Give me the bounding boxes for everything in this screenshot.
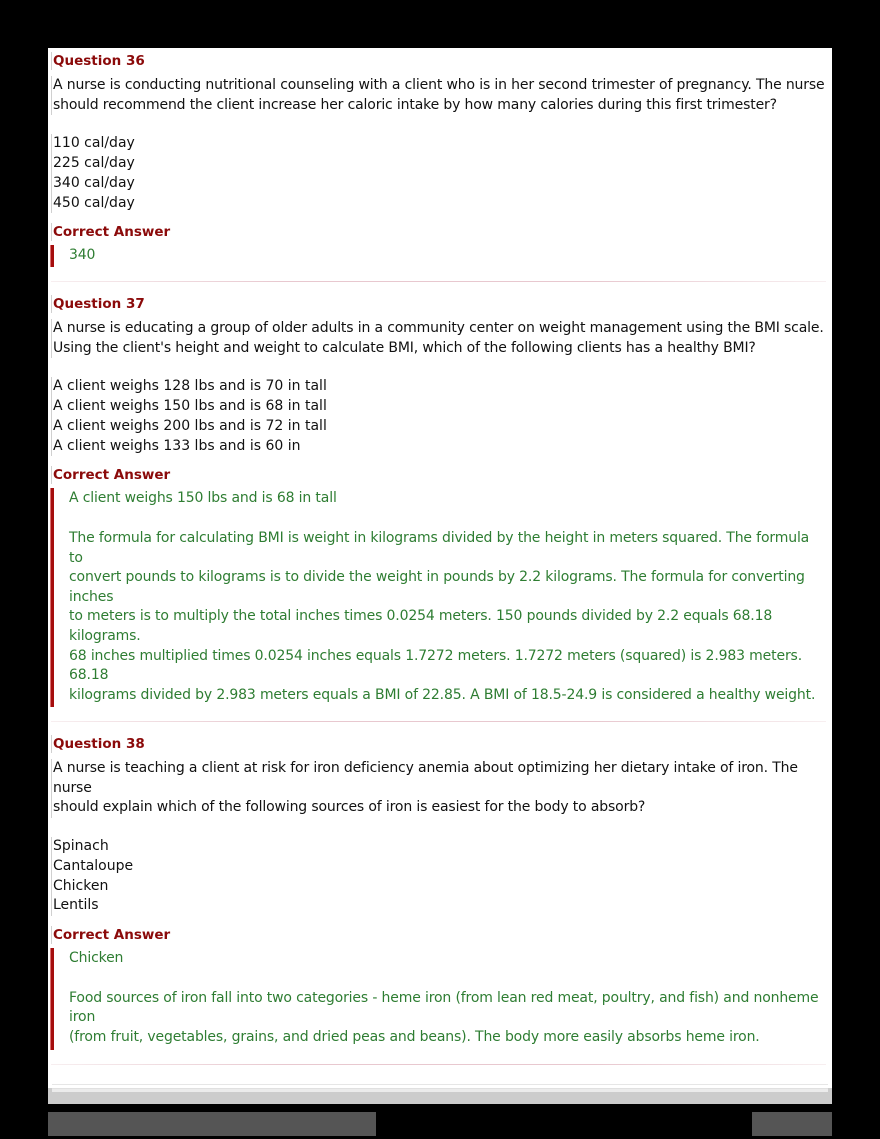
correct-answer-text: A client weighs 150 lbs and is 68 in tall (69, 490, 337, 507)
answer-options (51, 837, 826, 916)
question-text-line: A nurse is conducting nutritional counseling with a client who is in her second trimester of pregnancy. The nurse (53, 77, 825, 93)
correct-answer-text: Chicken (69, 950, 124, 967)
answer-options (51, 377, 826, 456)
answer-option[interactable]: 450 cal/day (51, 194, 826, 214)
question-text-line: should recommend the client increase her caloric intake by how many calories during this first trimester? (53, 96, 777, 113)
answer-option[interactable]: A client weighs 200 lbs and is 72 in tall (51, 417, 826, 437)
question-text-line: Using the client's height and weight to calculate BMI, which of the following clients has a healthy BMI? (53, 339, 756, 356)
answer-options (51, 134, 826, 213)
answer-explanation (69, 989, 826, 1048)
section-divider (51, 1064, 826, 1065)
correct-answer-text: 340 (69, 247, 96, 264)
explanation-line: (from fruit, vegetables, grains, and dried peas and beans). The body more easily absorbs heme iron. (69, 1029, 760, 1046)
question-text (51, 76, 826, 115)
answer-explanation (69, 529, 826, 705)
footer-block-right (752, 1112, 832, 1136)
question-37 (48, 282, 832, 722)
question-38 (48, 722, 832, 1064)
explanation-line: kilograms divided by 2.983 meters equals a BMI of 22.85. A BMI of 18.5-24.9 is considered a healthy weight. (69, 686, 816, 703)
correct-answer-label: Correct Answer (51, 223, 826, 241)
answer-option[interactable]: A client weighs 150 lbs and is 68 in tall (51, 397, 826, 417)
question-title: Question 36 (51, 52, 826, 70)
explanation-line: Food sources of iron fall into two categories - heme iron (from lean red meat, poultry, and fish) and nonheme iron (69, 989, 819, 1026)
answer-option[interactable]: Lentils (51, 896, 826, 916)
page-bottom-rule (52, 1084, 828, 1085)
correct-answer-label: Correct Answer (51, 926, 826, 944)
question-text (51, 319, 826, 358)
footer-highlight-line (52, 1088, 828, 1092)
explanation-line: convert pounds to kilograms is to divide the weight in pounds by 2.2 kilograms. The formula for converting inches (69, 569, 805, 605)
correct-answer-label: Correct Answer (51, 466, 826, 484)
question-title: Question 38 (51, 735, 826, 753)
answer-option[interactable]: A client weighs 128 lbs and is 70 in tall (51, 377, 826, 397)
question-title: Question 37 (51, 295, 826, 313)
answer-option[interactable]: 110 cal/day (51, 134, 826, 154)
footer-block-left (48, 1112, 376, 1136)
page-footer-bar (48, 1088, 832, 1104)
question-text (51, 759, 826, 818)
answer-option[interactable]: 225 cal/day (51, 154, 826, 174)
correct-answer-box (51, 948, 826, 1049)
correct-answer-box (51, 488, 826, 707)
answer-option[interactable]: A client weighs 133 lbs and is 60 in (51, 437, 826, 457)
correct-answer-box (51, 245, 826, 267)
question-text-line: A nurse is teaching a client at risk for iron deficiency anemia about optimizing her dietary intake of iron. The nurse (53, 760, 798, 796)
question-text-line: A nurse is educating a group of older adults in a community center on weight management using the BMI scale. (53, 319, 824, 336)
document-page (48, 48, 832, 1088)
explanation-line: The formula for calculating BMI is weight in kilograms divided by the height in meters squared. The formula to (69, 529, 810, 566)
answer-option[interactable]: Cantaloupe (51, 857, 826, 877)
explanation-line: to meters is to multiply the total inches times 0.0254 meters. 150 pounds divided by 2.2 equals 68.18 kilograms. (69, 608, 773, 644)
explanation-line: 68 inches multiplied times 0.0254 inches equals 1.7272 meters. 1.7272 meters (squared) is 2.983 meters. 68.18 (69, 647, 802, 684)
answer-option[interactable]: Spinach (51, 837, 826, 857)
question-text-line: should explain which of the following sources of iron is easiest for the body to absorb? (53, 799, 646, 816)
question-36 (48, 48, 832, 282)
answer-option[interactable]: Chicken (51, 877, 826, 897)
answer-option[interactable]: 340 cal/day (51, 174, 826, 194)
